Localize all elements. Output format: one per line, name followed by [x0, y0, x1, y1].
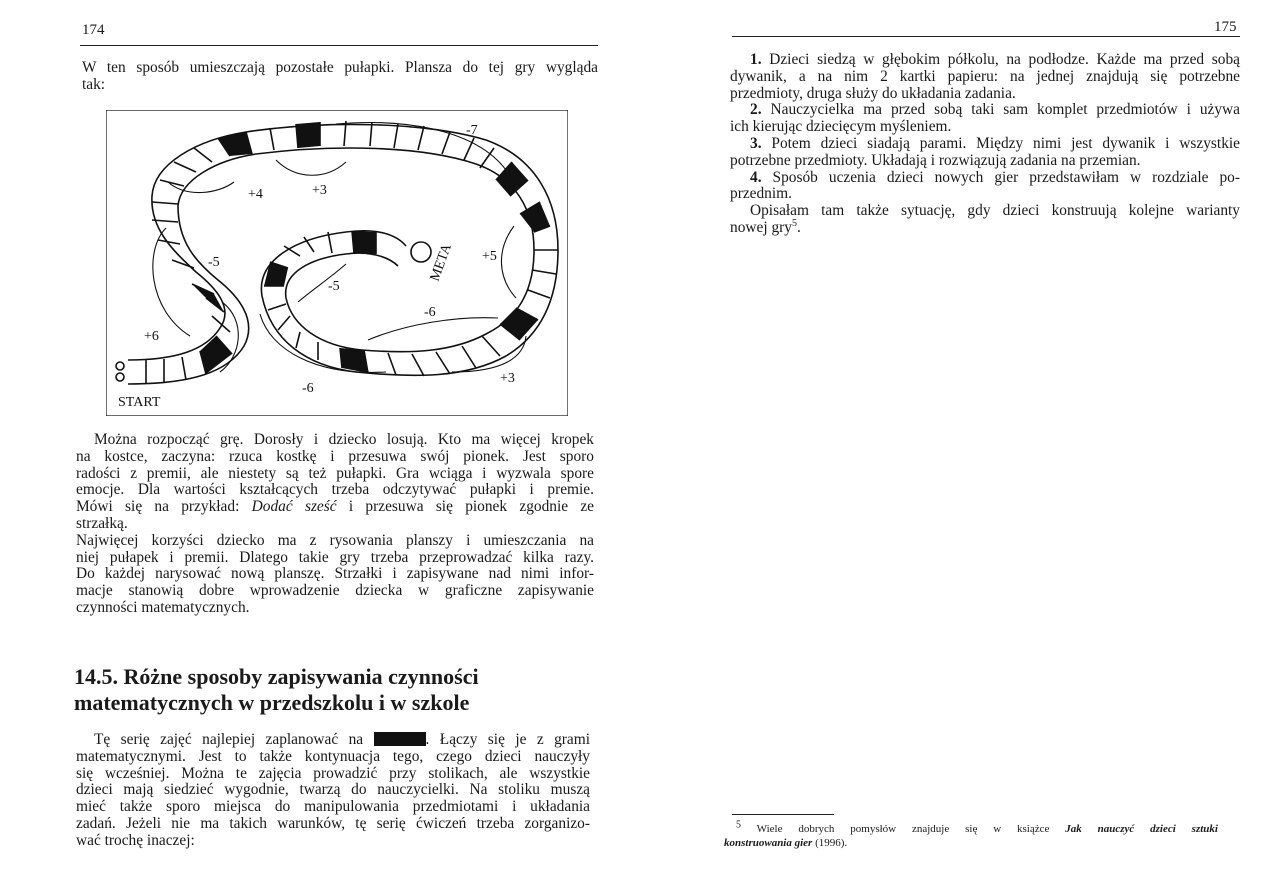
- numbered-list: [730, 52, 1240, 237]
- footnote: [724, 819, 1218, 850]
- text-line: dzieci mają siedzieć wygodnie, twarzą do nauczycielki. Na stoliku muszą: [76, 781, 590, 799]
- board-label: -5: [208, 255, 220, 270]
- board-start-label: START: [118, 395, 161, 410]
- text-fragment: Sposób uczenia dzieci nowych gier przedstawiłam w rozdziale po-: [772, 168, 1240, 186]
- footnote-rule: [732, 814, 834, 815]
- paragraph-lesson-series: [76, 732, 590, 850]
- text-line: [730, 52, 1240, 69]
- text-line: przedmioty, druga służy do układania zadania.: [730, 84, 1016, 102]
- item-number: 1.: [750, 51, 762, 68]
- item-number: 2.: [750, 101, 762, 119]
- text-line: strzałką.: [76, 514, 128, 532]
- left-page-number: 174: [82, 22, 105, 38]
- heading-line: matematycznych w przedszkolu i w szkole: [74, 690, 470, 715]
- text-line: [76, 732, 590, 749]
- board-label: -5: [328, 279, 340, 294]
- board-label: -6: [302, 381, 314, 396]
- board-labels: [118, 123, 515, 410]
- text-line: Najwięcej korzyści dziecko ma z rysowania planszy i umieszczania na: [76, 531, 594, 549]
- text-line: się wcześniej. Można te zajęcia prowadzić przy stolikach, ale wszystkie: [76, 764, 590, 782]
- text-line: na kostce, zaczyna: rzuca kostkę i przesuwa swój pionek. Jest sporo: [76, 447, 594, 465]
- intro-line: tak:: [82, 75, 106, 93]
- book-title: konstruowania gier: [724, 837, 813, 849]
- text-line: zadań. Jeżeli nie ma takich warunków, tę serię ćwiczeń trzeba zorganizo-: [76, 814, 590, 832]
- footnote-reference: 5: [791, 217, 797, 229]
- text-line: mieć także sporo miejsca do manipulowania przedmiotami i układania: [76, 798, 590, 816]
- text-line: przednim.: [730, 185, 792, 203]
- text-fragment: nowej gry: [730, 218, 792, 236]
- text-line: czynności matematycznych.: [76, 598, 250, 616]
- text-line: emocje. Dla wartości kształcących trzeba odczytywać pułapki i premie.: [76, 481, 594, 499]
- text-line: Można rozpocząć grę. Dorosły i dziecko losują. Kto ma więcej kropek: [94, 431, 594, 448]
- list-item: [730, 170, 1240, 204]
- footnote-marker: 5: [736, 819, 741, 831]
- text-fragment: . Łączy się je z grami: [425, 731, 590, 748]
- list-item: [730, 136, 1240, 170]
- board-label: +4: [248, 187, 263, 202]
- intro-paragraph: [82, 60, 598, 94]
- text-line: Do każdej narysować nową planszę. Strzałki i zapisywane nad nimi infor-: [76, 565, 594, 583]
- text-fragment: Dzieci siedzą w głębokim półkolu, na podłodze. Każde ma przed sobą: [769, 51, 1240, 68]
- board-label: +3: [312, 183, 327, 198]
- text-line: [730, 170, 1240, 187]
- item-number: 4.: [750, 168, 762, 186]
- item-number: 3.: [750, 134, 762, 152]
- text-line: [730, 102, 1240, 119]
- list-item: [730, 102, 1240, 136]
- paragraph-game-rules: [76, 432, 594, 617]
- heading-line: 14.5. Różne sposoby zapisywania czynności: [74, 664, 479, 689]
- closing-paragraph: [730, 203, 1240, 237]
- intro-line: W ten sposób umieszczają pozostałe pułapki. Plansza do tej gry wygląda: [82, 59, 598, 76]
- text-line: wać trochę inaczej:: [76, 831, 195, 849]
- text-line: ich kierując dziecięcym myśleniem.: [730, 118, 952, 136]
- footnote-line: [724, 836, 1218, 850]
- board-label: +3: [500, 371, 515, 386]
- text-fragment: i przesuwa się pionek zgodnie ze: [336, 498, 595, 516]
- board-label: +5: [482, 249, 497, 264]
- text-fragment: .: [796, 218, 801, 236]
- board-meta-label: META: [427, 242, 455, 284]
- text-line: matematycznymi. Jest to także kontynuacja tego, czego dzieci nauczyły: [76, 747, 590, 765]
- text-line: [76, 499, 594, 516]
- text-line: [730, 136, 1240, 153]
- right-page-number: 175: [1214, 19, 1237, 35]
- text-line: macje stanowią dobre wprowadzenie dziecka w graficzne zapisywanie: [76, 582, 594, 600]
- right-header-rule: [732, 36, 1240, 37]
- footnote-line: [724, 819, 1218, 836]
- text-line: dywanik, a na nim 2 kartki papieru: na jednej znajdują się potrzebne: [730, 67, 1240, 85]
- board-label: +6: [144, 329, 159, 344]
- text-fragment: Wiele dobrych pomysłów znajduje się w książce: [756, 823, 1066, 835]
- example-phrase: Dodać sześć: [251, 498, 337, 516]
- list-item: [730, 52, 1240, 102]
- text-line: Opisałam tam także sytuację, gdy dzieci konstruują kolejne warianty: [750, 202, 1240, 220]
- book-title: Jak nauczyć dzieci sztuki: [1065, 823, 1218, 835]
- text-fragment: (1996).: [812, 837, 848, 849]
- text-line: [730, 217, 1240, 237]
- text-fragment: Mówi się na przykład:: [76, 498, 252, 516]
- board-label: -6: [424, 305, 436, 320]
- left-header-rule: [80, 45, 598, 46]
- game-board-figure: [106, 110, 568, 416]
- text-fragment: Potem dzieci siadają parami. Między nimi jest dywanik i wszystkie: [771, 134, 1240, 152]
- text-line: niej pułapek i premii. Dlatego takie gry trzeba przeprowadzać kilka razy.: [76, 548, 594, 566]
- text-fragment: Nauczycielka ma przed sobą taki sam komplet przedmiotów i używa: [770, 101, 1240, 119]
- redaction-block: [374, 732, 426, 746]
- section-heading: [74, 664, 594, 716]
- text-line: radości z premii, ale niestety są też pułapki. Gra wciąga i wyzwala spore: [76, 464, 594, 482]
- text-fragment: Tę serię zajęć najlepiej zaplanować na: [94, 731, 374, 748]
- board-label: -7: [466, 123, 478, 138]
- text-line: potrzebne przedmioty. Układają i rozwiązują zadania na przemian.: [730, 151, 1141, 169]
